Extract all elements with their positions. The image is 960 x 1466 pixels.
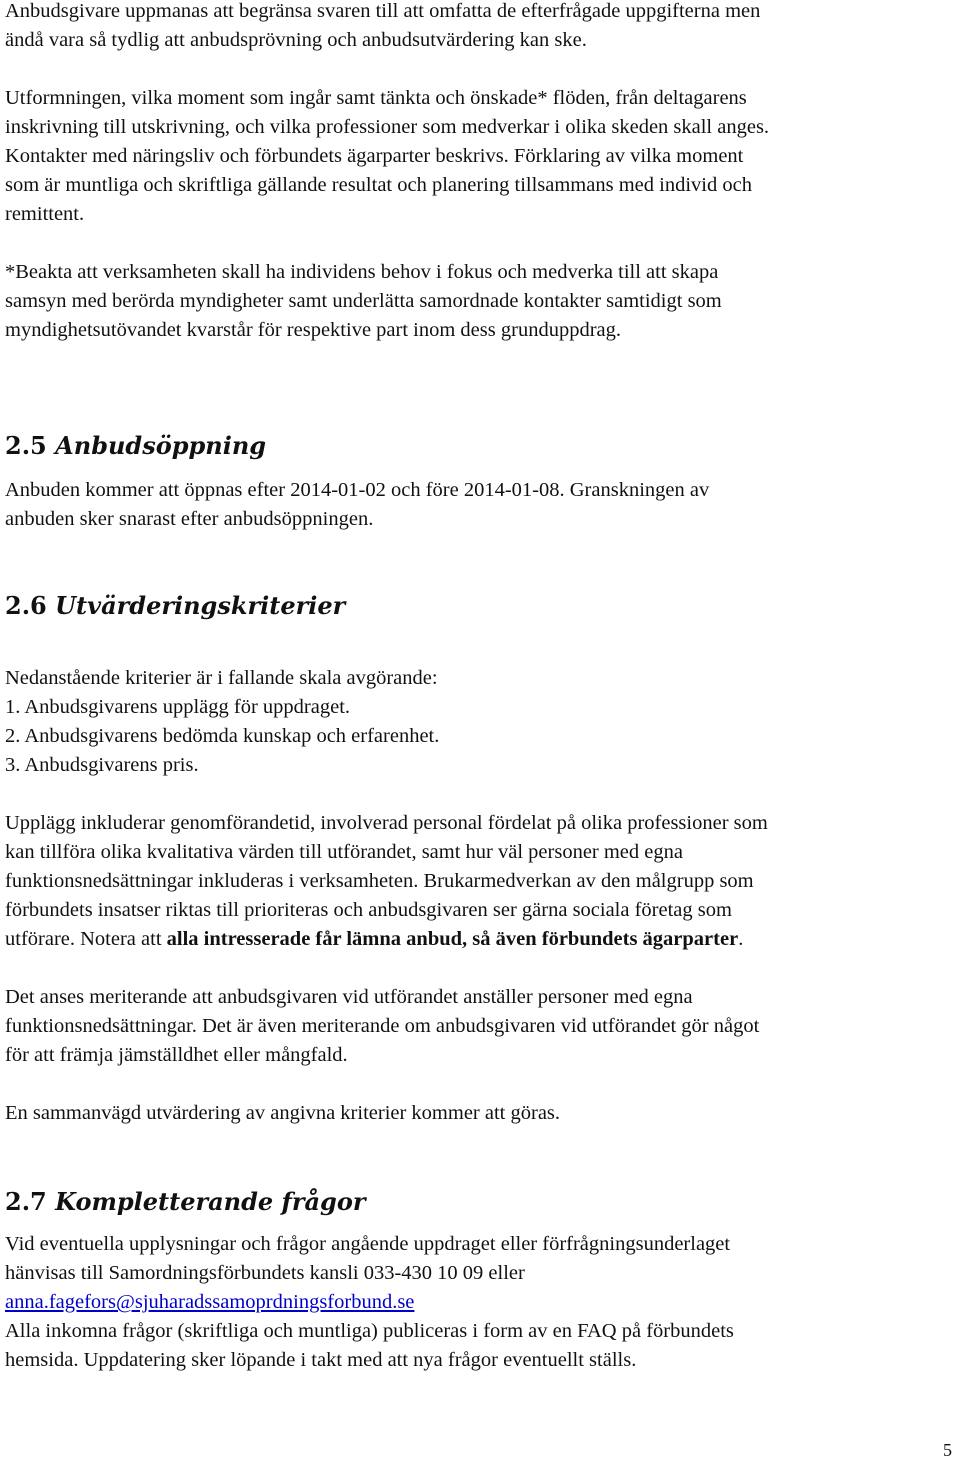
text-line: hänvisas till Samordningsförbundets kansli 033-430 10 09 eller [5,1262,525,1284]
paragraph-design-description [5,84,953,229]
text-line: förbundets insatser riktas till prioriteras och anbudsgivaren ser gärna sociala företag som [5,899,732,921]
text-line: En sammanvägd utvärdering av angivna kriterier kommer att göras. [5,1102,561,1124]
text-line: Vid eventuella upplysningar och frågor angående uppdraget eller förfrågningsunderlaget [5,1233,731,1255]
text-line: kan tillföra olika kvalitativa värden till utförandet, samt hur väl personer med egna [5,841,683,863]
paragraph-response-scope [5,0,953,55]
section-heading-2-6 [5,590,953,622]
section-number: 2.5 [5,431,47,460]
section-heading-2-7 [5,1186,953,1218]
text-plain: . [738,928,744,950]
text-line: funktionsnedsättningar. Det är även meriterande om anbudsgivaren vid utförandet gör något [5,1015,760,1037]
criteria-intro: Nedanstående kriterier är i fallande skala avgörande: [5,667,438,689]
section-title: Kompletterande frågor [55,1187,366,1216]
section-number: 2.6 [5,591,47,620]
paragraph-approach-details [5,809,953,954]
text-line: för att främja jämställdhet eller mångfald. [5,1044,348,1066]
criteria-list [5,664,953,780]
section-title: Anbudsöppning [55,431,267,460]
text-line: Utformningen, vilka moment som ingår samt tänkta och önskade* flöden, från deltagarens [5,87,747,109]
text-line: *Beakta att verksamheten skall ha individens behov i fokus och medverka till att skapa [5,261,719,283]
text-line: Kontakter med näringsliv och förbundets ägarparter beskrivs. Förklaring av vilka moment [5,145,744,167]
text-line: samsyn med berörda myndigheter samt underlätta samordnade kontakter samtidigt som [5,290,722,312]
section-title: Utvärderingskriterier [55,591,346,620]
text-line: remittent. [5,203,85,225]
text-line: Anbuden kommer att öppnas efter 2014-01-02 och före 2014-01-08. Granskningen av [5,479,710,501]
text-line: som är muntliga och skriftliga gällande resultat och planering tillsammans med individ och [5,174,752,196]
paragraph-merit [5,983,953,1070]
paragraph-contact [5,1230,953,1375]
text-line: myndighetsutövandet kvarstår för respektive part inom dess grunduppdrag. [5,319,621,341]
email-line [5,1288,953,1317]
emphasis-text: alla intresserade får lämna anbud, så även förbundets ägarparter [166,928,739,950]
paragraph-evaluation-summary [5,1099,953,1128]
section-number: 2.7 [5,1187,47,1216]
text-line: Det anses meriterande att anbudsgivaren vid utförandet anställer personer med egna [5,986,693,1008]
paragraph-footnote-individual-needs [5,258,953,345]
page-number: 5 [943,1440,952,1460]
text-line: anbuden sker snarast efter anbudsöppningen. [5,508,374,530]
text-line: hemsida. Uppdatering sker löpande i takt med att nya frågor eventuellt ställs. [5,1349,637,1371]
text-line: Alla inkomna frågor (skriftliga och muntliga) publiceras i form av en FAQ på förbundets [5,1320,734,1342]
list-item: 3. Anbudsgivarens pris. [5,754,199,776]
text-line: Upplägg inkluderar genomförandetid, involverad personal fördelat på olika professioner som [5,812,768,834]
paragraph-bid-opening [5,476,953,534]
section-heading-2-5 [5,430,953,462]
text-line: Anbudsgivare uppmanas att begränsa svaren till att omfatta de efterfrågade uppgifterna men [5,0,761,22]
text-line: ändå vara så tydlig att anbudsprövning och anbudsutvärdering kan ske. [5,29,587,51]
text-line [5,925,953,954]
text-line: funktionsnedsättningar inkluderas i verksamheten. Brukarmedverkan av den målgrupp som [5,870,754,892]
text-plain: utförare. Notera att [5,928,167,950]
text-line: inskrivning till utskrivning, och vilka professioner som medverkar i olika skeden skall anges. [5,116,770,138]
email-link[interactable]: anna.fagefors@sjuharadssamoprdningsforbund.se [5,1291,415,1313]
list-item: 1. Anbudsgivarens upplägg för uppdraget. [5,696,351,718]
list-item: 2. Anbudsgivarens bedömda kunskap och erfarenhet. [5,725,440,747]
